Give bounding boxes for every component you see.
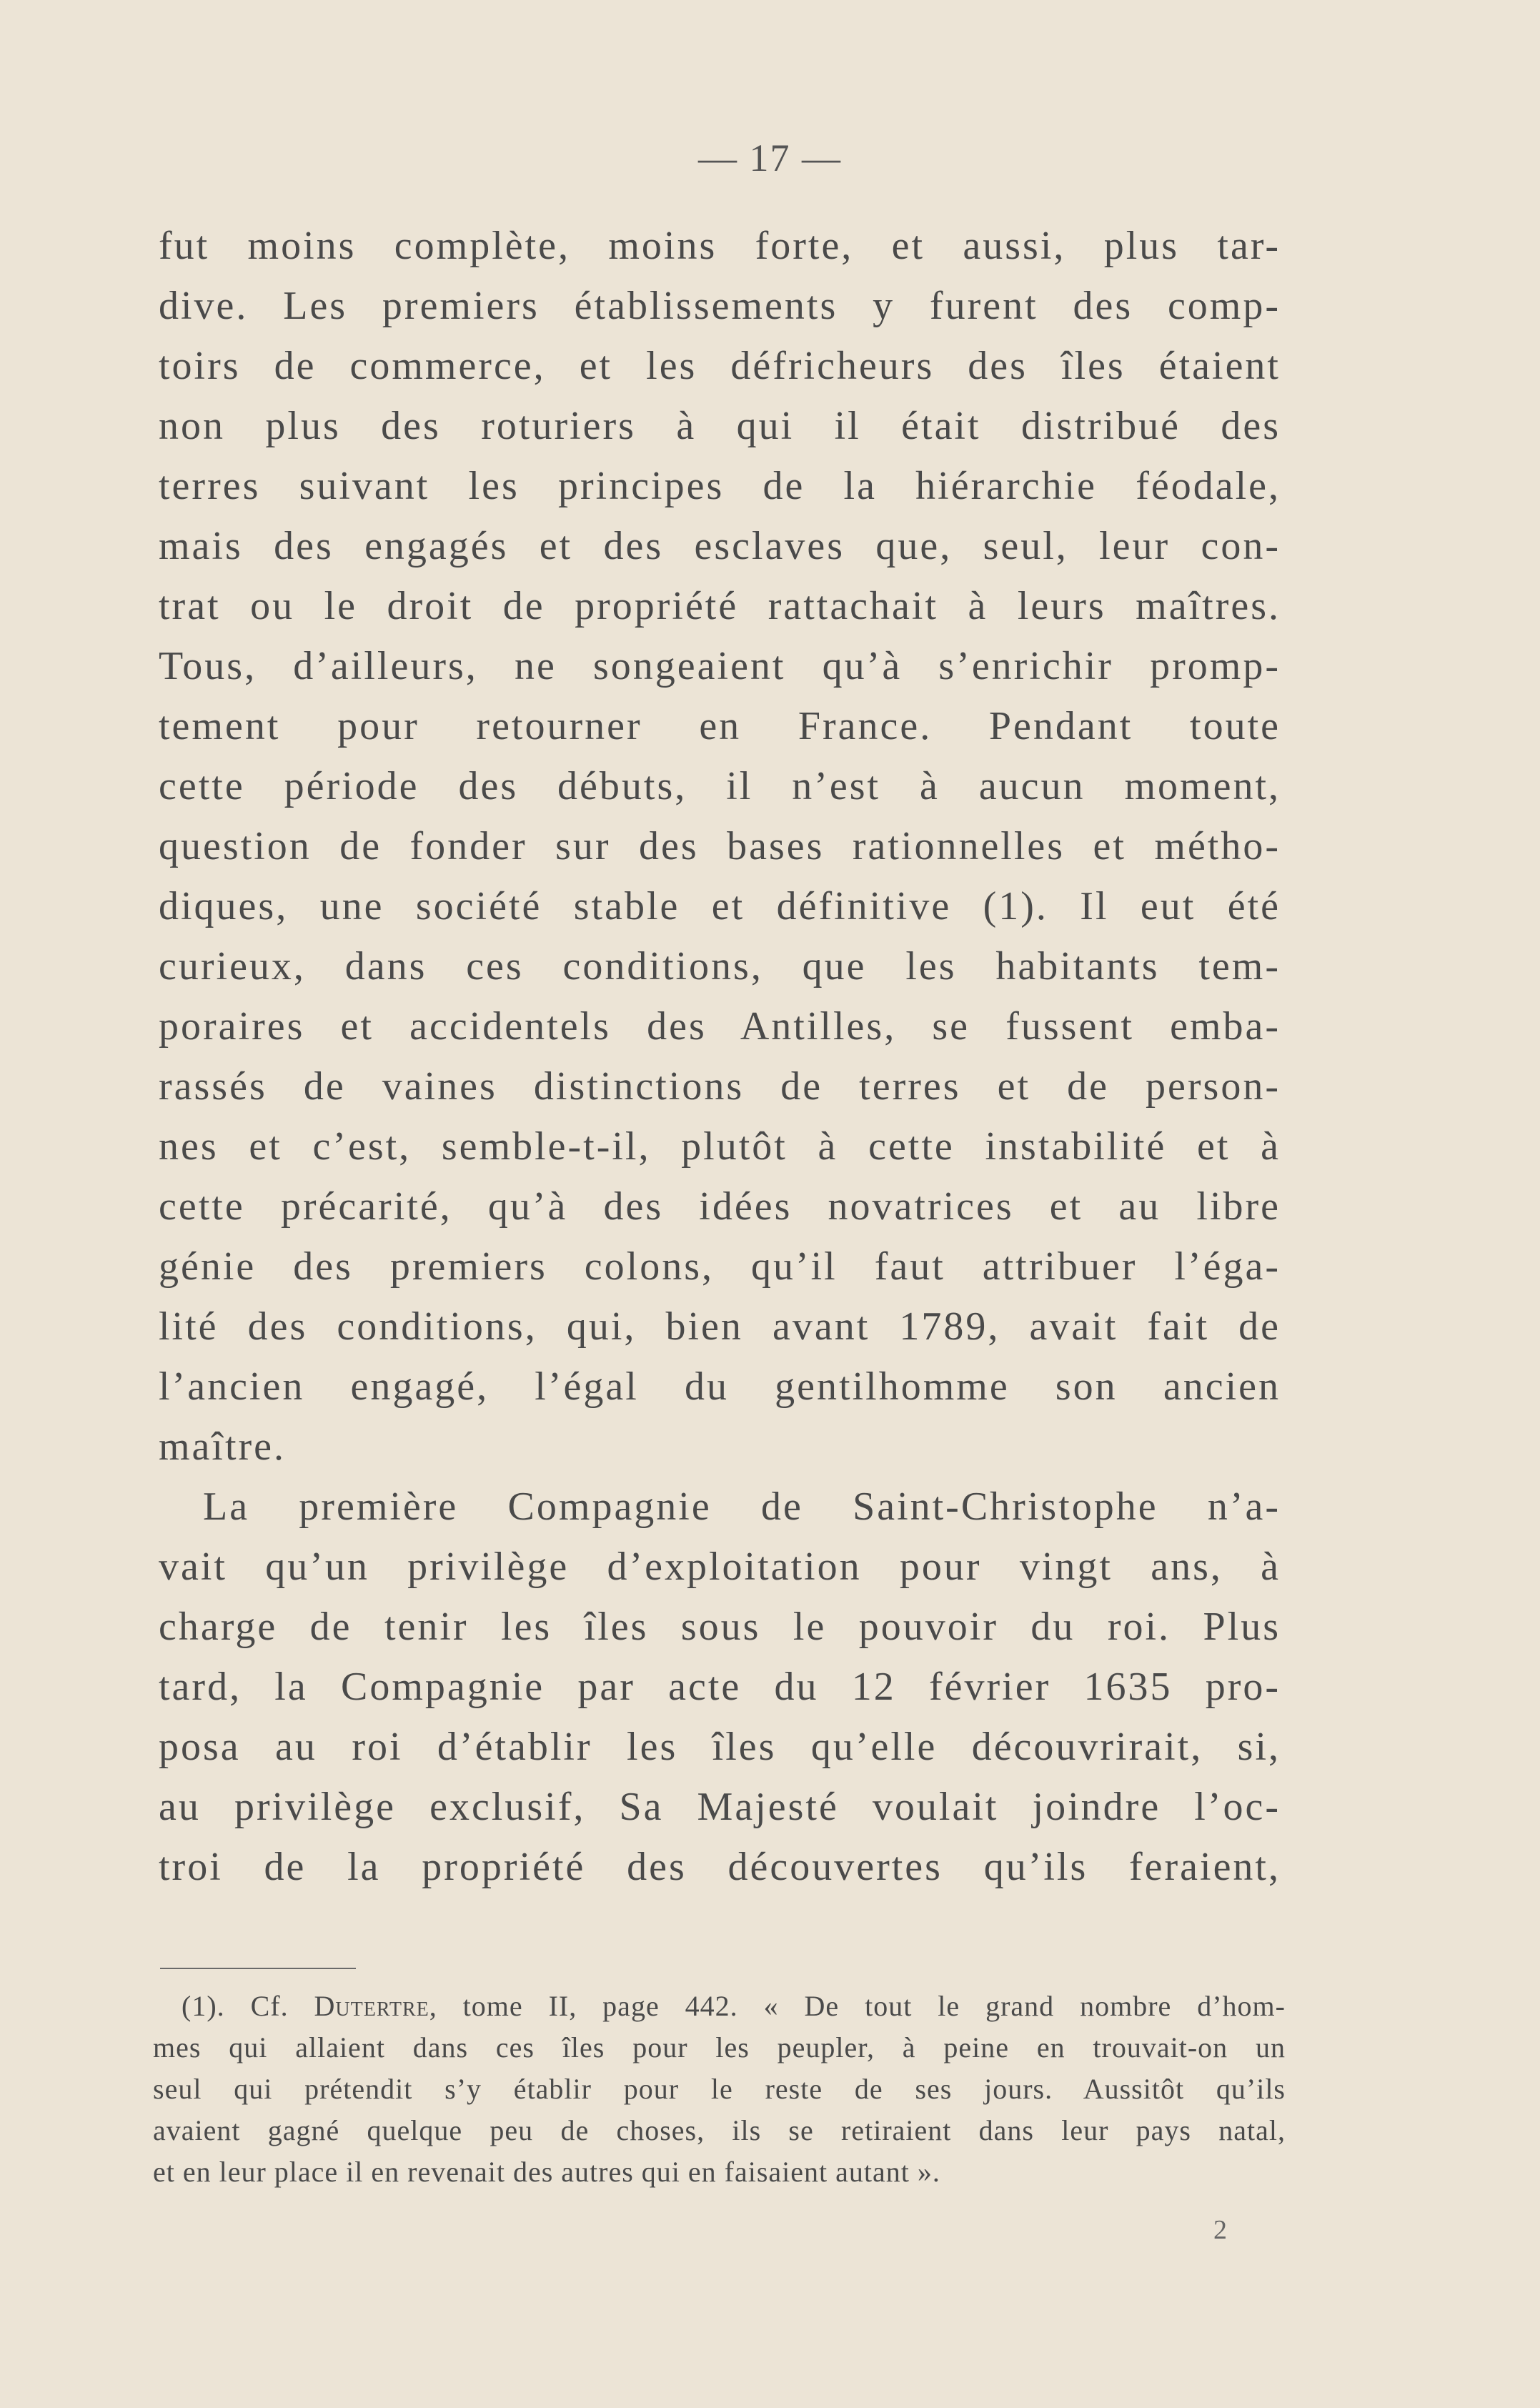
text-line-paragraph-start: La première Compagnie de Saint-Christophe n’a- xyxy=(203,1485,1281,1529)
footnote-line xyxy=(153,1986,1286,2027)
text-line: charge de tenir les îles sous le pouvoir du roi. Plus xyxy=(159,1605,1281,1649)
text-line: terres suivant les principes de la hiérarchie féodale, xyxy=(159,464,1281,508)
footnote-line: seul qui prétendit s’y établir pour le reste de ses jours. Aussitôt qu’ils xyxy=(153,2073,1286,2105)
text-line: l’ancien engagé, l’égal du gentilhomme son ancien xyxy=(159,1364,1281,1409)
text-line: vait qu’un privilège d’exploitation pour vingt ans, à xyxy=(159,1545,1281,1589)
text-line: maître. xyxy=(159,1425,287,1469)
text-line: poraires et accidentels des Antilles, se fussent emba- xyxy=(159,1004,1281,1049)
text-line: cette période des débuts, il n’est à aucun moment, xyxy=(159,764,1281,808)
text-line: tard, la Compagnie par acte du 12 février 1635 pro- xyxy=(159,1665,1281,1709)
footnote-ref: (1). Cf. xyxy=(182,1990,314,2022)
text-line: curieux, dans ces conditions, que les habitants tem- xyxy=(159,944,1281,989)
text-line: trat ou le droit de propriété rattachait à leurs maîtres. xyxy=(159,584,1281,628)
text-line: non plus des roturiers à qui il était distribué des xyxy=(159,404,1281,448)
footnote xyxy=(153,1986,1286,2193)
signature-mark: 2 xyxy=(1213,2215,1227,2245)
text-line: fut moins complète, moins forte, et aussi, plus tar- xyxy=(159,224,1281,268)
text-line: dive. Les premiers établissements y furent des comp- xyxy=(159,284,1281,328)
text-line: nes et c’est, semble-t-il, plutôt à cette instabilité et à xyxy=(159,1124,1281,1169)
footnote-author: Dutertre xyxy=(314,1990,429,2022)
footnote-line: avaient gagné quelque peu de choses, ils se retiraient dans leur pays natal, xyxy=(153,2114,1286,2146)
text-line: Tous, d’ailleurs, ne songeaient qu’à s’enrichir promp- xyxy=(159,644,1281,688)
text-line: rassés de vaines distinctions de terres et de person- xyxy=(159,1064,1281,1109)
footnote-line: et en leur place il en revenait des autres qui en faisaient autant ». xyxy=(153,2156,940,2188)
body-text xyxy=(159,216,1281,1897)
text-line: mais des engagés et des esclaves que, seul, leur con- xyxy=(159,524,1281,568)
text-line: lité des conditions, qui, bien avant 1789, avait fait de xyxy=(159,1304,1281,1349)
text-line: toirs de commerce, et les défricheurs des îles étaient xyxy=(159,344,1281,388)
text-line: cette précarité, qu’à des idées novatrices et au libre xyxy=(159,1184,1281,1229)
footnote-text: , tome II, page 442. « De tout le grand nombre d’hom- xyxy=(429,1990,1286,2022)
text-line: génie des premiers colons, qu’il faut attribuer l’éga- xyxy=(159,1244,1281,1289)
text-line: diques, une société stable et définitive (1). Il eut été xyxy=(159,884,1281,928)
text-line: tement pour retourner en France. Pendant toute xyxy=(159,704,1281,748)
text-line: troi de la propriété des découvertes qu’ils feraient, xyxy=(159,1845,1281,1889)
page-number: — 17 — xyxy=(698,137,842,179)
text-line: posa au roi d’établir les îles qu’elle découvrirait, si, xyxy=(159,1725,1281,1769)
text-line: question de fonder sur des bases rationnelles et métho- xyxy=(159,824,1281,868)
footnote-divider xyxy=(160,1968,356,1969)
footnote-line: mes qui allaient dans ces îles pour les peupler, à peine en trouvait-on un xyxy=(153,2031,1286,2063)
text-line: au privilège exclusif, Sa Majesté voulait joindre l’oc- xyxy=(159,1785,1281,1829)
